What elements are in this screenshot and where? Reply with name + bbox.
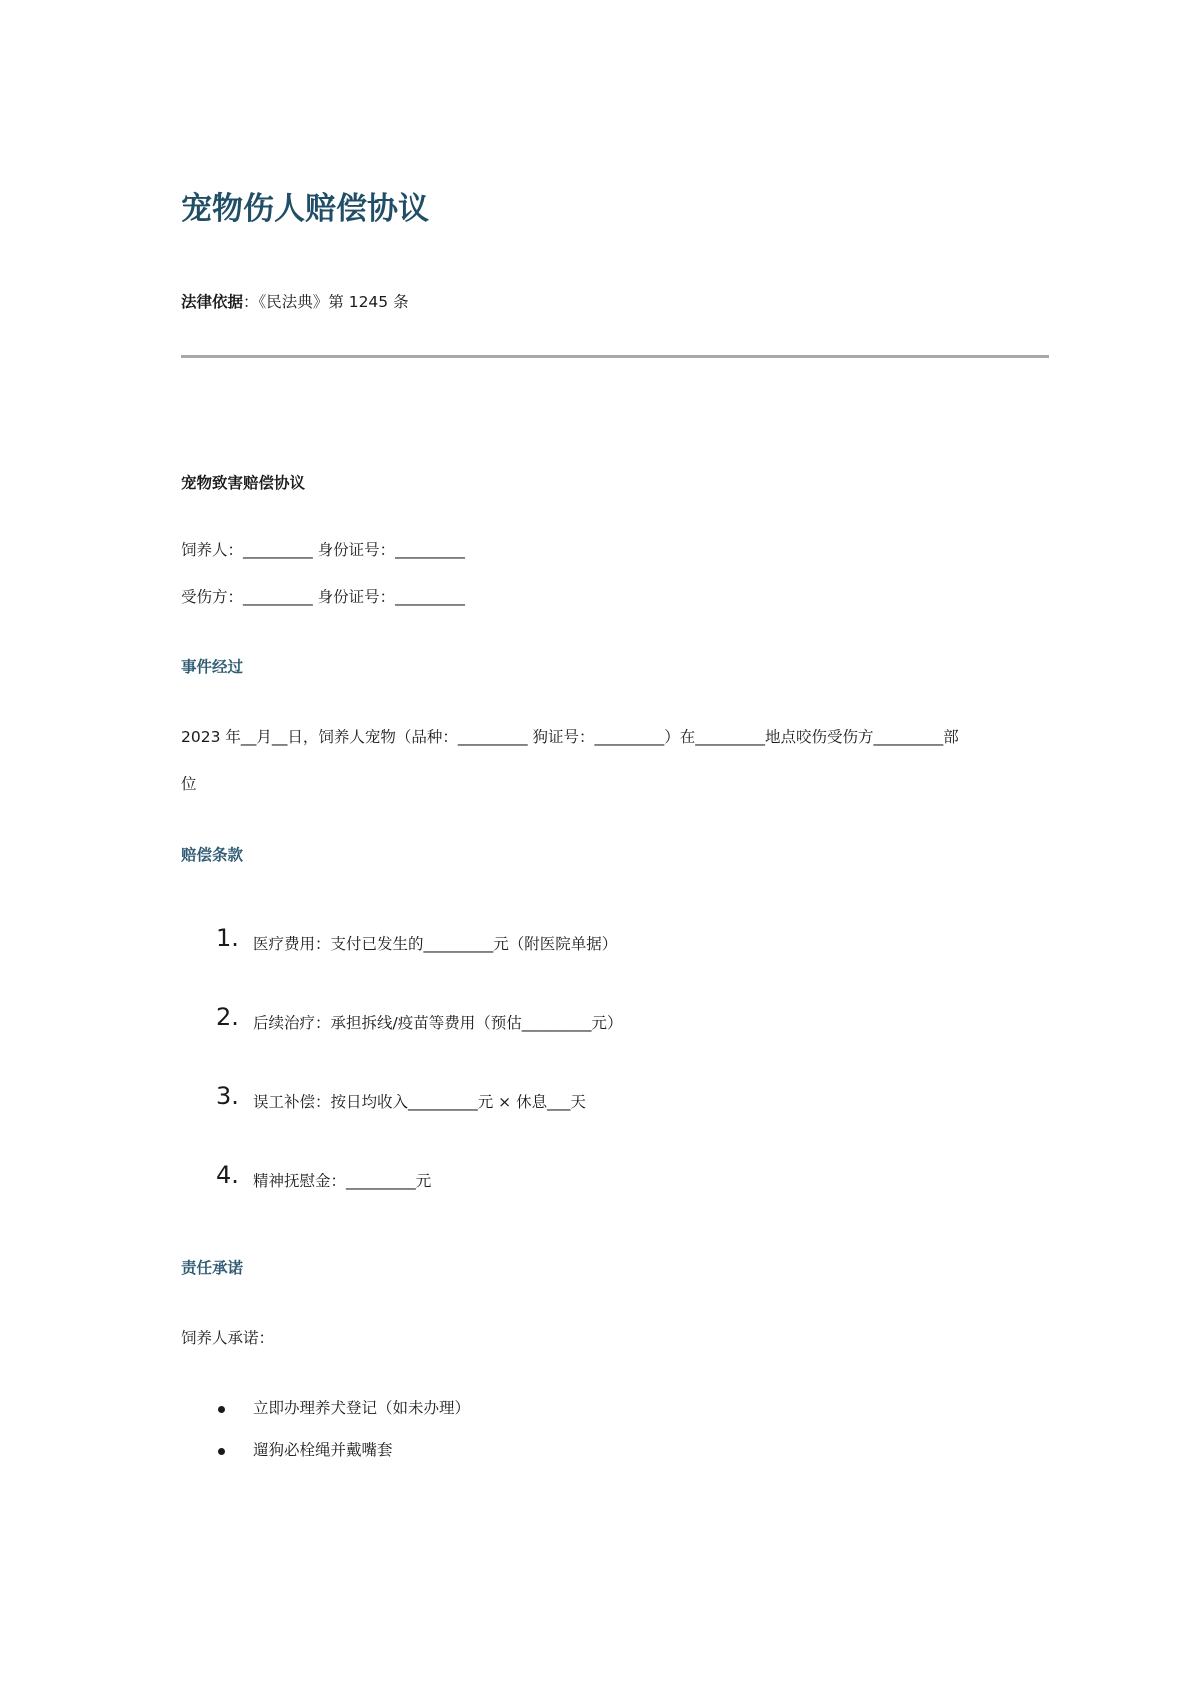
party-injured: 受伤方：_________ 身份证号：_________ [181,588,465,606]
commitment-intro: 饲养人承诺： [181,1329,275,1347]
incident-description-line-1: 2023 年__月__日，饲养人宠物（品种：_________ 狗证号：_________）在_________地点咬伤受伤方_________部 [181,728,959,746]
legal-basis [181,290,409,312]
party-owner: 饲养人：_________ 身份证号：_________ [181,541,465,559]
legal-basis-value: 《民法典》第 1245 条 [258,293,409,311]
horizontal-divider [181,355,1049,358]
legal-basis-separator: ： [243,293,259,311]
list-item-text: 立即办理养犬登记（如未办理） [253,1399,471,1417]
agreement-subtitle: 宠物致害赔偿协议 [181,474,306,492]
legal-basis-label: 法律依据 [181,293,244,311]
list-item-number: 4. [216,1161,239,1189]
section-heading-compensation: 赔偿条款 [181,846,244,864]
list-item-text: 医疗费用：支付已发生的_________元（附医院单据） [253,935,618,953]
list-item-text: 精神抚慰金：_________元 [253,1172,432,1190]
list-item-text: 误工补偿：按日均收入_________元 × 休息___天 [253,1093,586,1111]
section-heading-commitment: 责任承诺 [181,1259,244,1277]
list-item-text: 后续治疗：承担拆线/疫苗等费用（预估_________元） [253,1014,623,1032]
list-item-number: 3. [216,1082,239,1110]
list-item-number: 2. [216,1003,239,1031]
bullet-icon [218,1406,225,1413]
incident-description-line-2: 位 [181,775,197,793]
document-title: 宠物伤人赔偿协议 [181,191,429,227]
list-item-text: 遛狗必栓绳并戴嘴套 [253,1441,393,1459]
list-item-number: 1. [216,924,239,952]
section-heading-incident: 事件经过 [181,658,244,676]
bullet-icon [218,1448,225,1455]
